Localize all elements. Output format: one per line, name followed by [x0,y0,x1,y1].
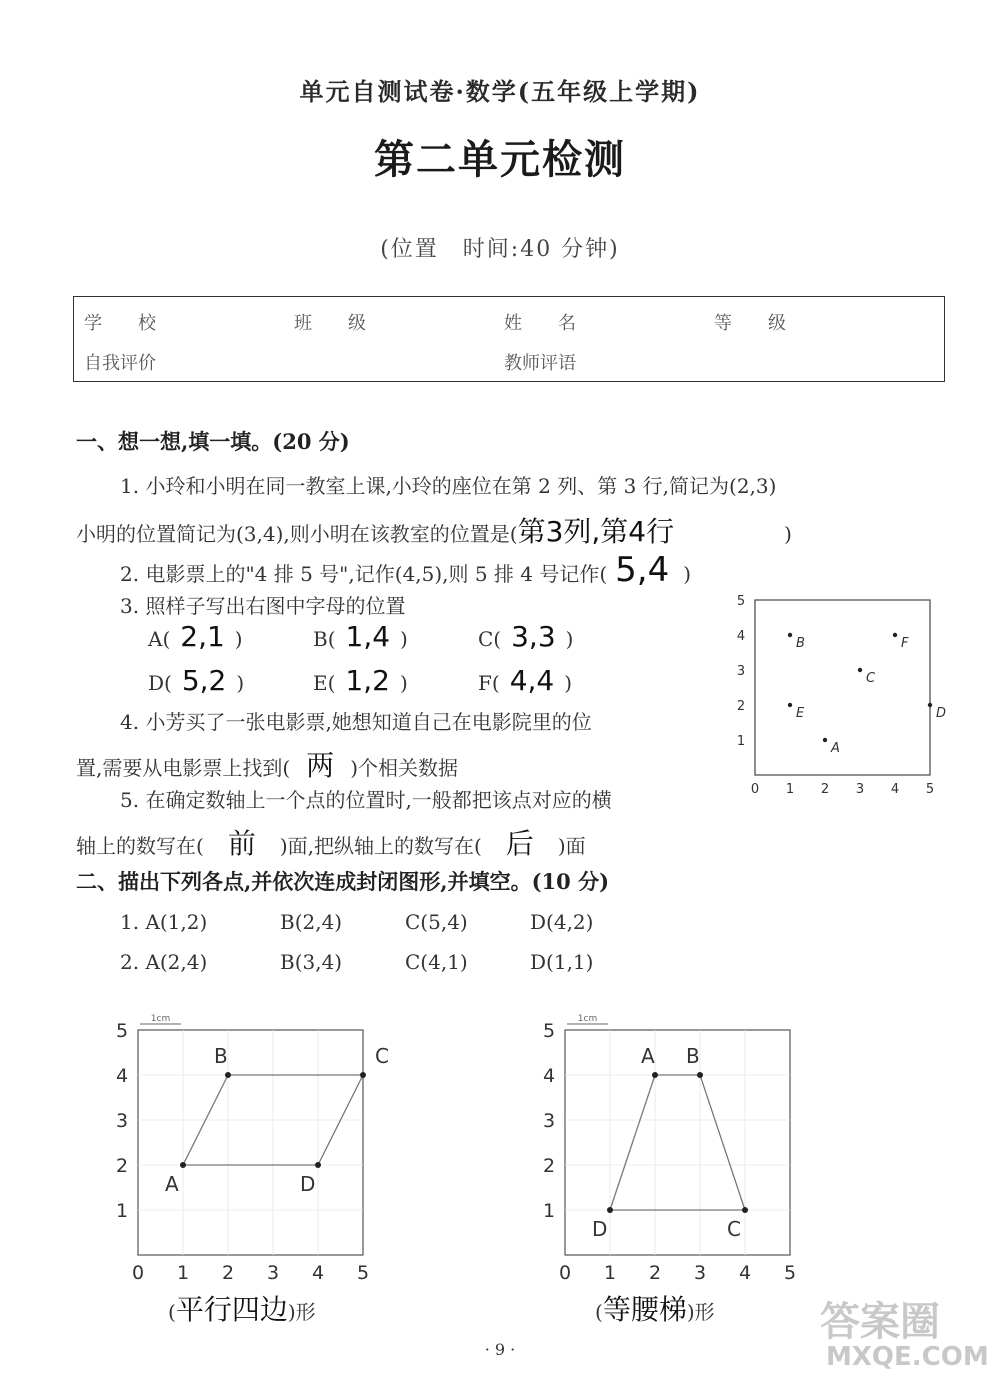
book-title: 单元自测试卷·数学(五年级上学期) [299,77,701,106]
chart-unit-label: 1cm [150,1014,171,1024]
q3-item-label: A( [148,627,171,651]
q2-close: ) [683,562,692,586]
s2-point: C(4,1) [405,950,468,974]
q3-item-value: 1,2 [345,664,390,697]
answer1-prefix: ( [168,1300,176,1324]
watermark-url: MXQE.COM [826,1342,989,1372]
chart-point [180,1162,186,1168]
grid-point [928,703,932,707]
class-label: 班 级 [294,313,366,334]
q5-part-a: 轴上的数写在( [76,834,204,858]
q4-line1: 4. 小芳买了一张电影票,她想知道自己在电影院里的位 [120,710,592,734]
chart-x-tick: 2 [648,1262,662,1280]
grid-frame [755,600,930,775]
q3-item [478,664,572,697]
grid-point [788,703,792,707]
q5-answer1: 前 [227,827,256,860]
answer1-shape: 平行四边 [175,1293,288,1326]
chart-y-tick: 2 [542,1155,556,1177]
q1-line1: 1. 小玲和小明在同一教室上课,小玲的座位在第 2 列、第 3 行,简记为(2,3) [120,474,777,498]
chart-y-tick: 4 [542,1065,556,1087]
q3-item-close: ) [564,671,573,695]
s2-point: 1. A(1,2) [120,910,208,934]
chart-unit-label: 1cm [577,1014,598,1024]
q2-prefix: 2. 电影票上的"4 排 5 号",记作(4,5),则 5 排 4 号记作( [120,562,608,586]
chart-x-tick: 0 [558,1262,572,1280]
grid-y-tick: 3 [736,664,746,679]
grid-point-label: B [796,636,805,651]
q4-answer: 两 [306,749,335,782]
info-box [73,296,945,382]
q2-answer: 5,4 [615,550,670,590]
chart-point [697,1072,703,1078]
q5-answer2: 后 [505,827,534,860]
chart-point-label: C [727,1217,741,1241]
chart-y-tick: 4 [115,1065,129,1087]
answer2-shape: 等腰梯 [602,1293,687,1326]
chart-point-label: A [641,1044,655,1068]
chart-x-tick: 4 [311,1262,325,1280]
grid-y-tick: 4 [736,629,746,644]
grid-x-tick: 0 [750,782,760,797]
teacher-eval-label: 教师评语 [504,353,576,374]
q1-prefix: 小明的位置简记为(3,4),则小明在该教室的位置是( [76,522,518,546]
grid-x-tick: 4 [890,782,900,797]
chart-y-tick: 5 [542,1020,556,1042]
grid-y-tick: 5 [736,594,746,609]
school-label: 学 校 [84,313,156,334]
q2-line [120,550,691,590]
q1-close: ) [784,522,792,546]
q3-item-label: E( [313,671,336,695]
grid-point-label: F [901,636,909,651]
answer-line-2 [595,1288,715,1328]
grid-point [823,738,827,742]
section2-title: 二、描出下列各点,并依次连成封闭图形,并填空。(10 分) [76,869,610,894]
q3-item [478,620,573,653]
chart-shape [610,1075,745,1210]
grid-y-tick: 1 [736,734,746,749]
name-label: 姓 名 [504,313,576,334]
chart-parallelogram [108,1000,398,1280]
grid-point [893,633,897,637]
q3-item-value: 4,4 [509,664,555,697]
chart-x-tick: 2 [221,1262,235,1280]
chart-x-tick: 1 [603,1262,617,1280]
s2-point: D(1,1) [530,950,594,974]
q4-suffix: )个相关数据 [350,756,458,780]
grid-x-tick: 1 [785,782,795,797]
q3-item [148,620,243,653]
grid-point [858,668,862,672]
grade-label: 等 级 [714,313,786,334]
answer2-suffix: )形 [686,1300,715,1324]
grid-y-tick: 2 [736,699,746,714]
chart-y-tick: 1 [542,1200,556,1222]
chart-point-label: D [300,1172,316,1196]
q3-item-close: ) [399,671,408,695]
chart-y-tick: 5 [115,1020,129,1042]
q3-item-close: ) [236,671,245,695]
q3-item [313,620,408,653]
chart-point [315,1162,321,1168]
q5-line1: 5. 在确定数轴上一个点的位置时,一般都把该点对应的横 [120,788,612,812]
chart-point-label: B [686,1044,700,1068]
q3-item-value: 2,1 [180,620,225,653]
unit-title: 第二单元检测 [374,136,626,183]
q3-answers [148,620,628,700]
q3-item-close: ) [400,627,408,651]
chart-y-tick: 3 [542,1110,556,1132]
s2-point: D(4,2) [530,910,594,934]
chart-y-tick: 3 [115,1110,129,1132]
grid-point [788,633,792,637]
q5-part-b: )面,把纵轴上的数写在( [279,834,482,858]
q3-item-label: C( [478,627,502,651]
chart-x-tick: 3 [693,1262,707,1280]
chart-point [607,1207,613,1213]
q3-item [148,664,244,697]
q4-prefix: 置,需要从电影票上找到( [76,756,291,780]
answer-line-1 [168,1288,316,1328]
q3-item-close: ) [565,627,574,651]
grid-point-label: A [831,741,840,756]
grid-x-tick: 3 [855,782,865,797]
grid-point-label: C [866,671,876,686]
page-number: · 9 · [484,1340,516,1359]
chart-y-tick: 2 [115,1155,129,1177]
grid-point-label: D [936,706,947,721]
q3-item-label: F( [478,671,500,695]
q3-item [313,664,408,697]
chart-point [225,1072,231,1078]
q3-item-label: D( [148,671,172,695]
q3-text: 3. 照样子写出右图中字母的位置 [120,594,406,618]
chart-point-label: B [214,1044,228,1068]
chart-x-tick: 3 [266,1262,280,1280]
chart-x-tick: 4 [738,1262,752,1280]
watermark-logo: 答案圈 [820,1299,940,1345]
s2-point: B(3,4) [280,950,343,974]
chart-x-tick: 1 [176,1262,190,1280]
chart-point [360,1072,366,1078]
s2-point: B(2,4) [280,910,343,934]
q3-item-label: B( [313,627,336,651]
s2-point: C(5,4) [405,910,468,934]
grid-x-tick: 2 [820,782,830,797]
section1-title: 一、想一想,填一填。(20 分) [76,429,350,454]
chart-point [652,1072,658,1078]
chart-point-label: D [592,1217,608,1241]
small-coordinate-grid [725,585,950,800]
q3-item-value: 3,3 [511,620,556,653]
q5-part-c: )面 [557,834,586,858]
q5-line2 [76,822,586,862]
chart-point [742,1207,748,1213]
s2-point: 2. A(2,4) [120,950,208,974]
answer1-suffix: )形 [287,1300,316,1324]
q4-line2 [76,744,458,784]
answer2-prefix: ( [595,1300,603,1324]
chart-x-tick: 5 [783,1262,797,1280]
subtitle: (位置 时间:40 分钟) [380,237,620,262]
q3-item-value: 5,2 [181,664,227,697]
q1-answer: 第3列,第4行 [517,515,675,548]
chart-trapezoid [535,1000,825,1280]
self-eval-label: 自我评价 [84,353,156,374]
chart-x-tick: 5 [356,1262,370,1280]
chart-point-label: C [375,1044,389,1068]
grid-point-label: E [796,706,805,721]
chart-point-label: A [165,1172,179,1196]
grid-x-tick: 5 [925,782,935,797]
q1-line2 [76,510,792,550]
chart-y-tick: 1 [115,1200,129,1222]
q3-item-value: 1,4 [345,620,391,653]
q3-item-close: ) [234,627,243,651]
chart-x-tick: 0 [131,1262,145,1280]
